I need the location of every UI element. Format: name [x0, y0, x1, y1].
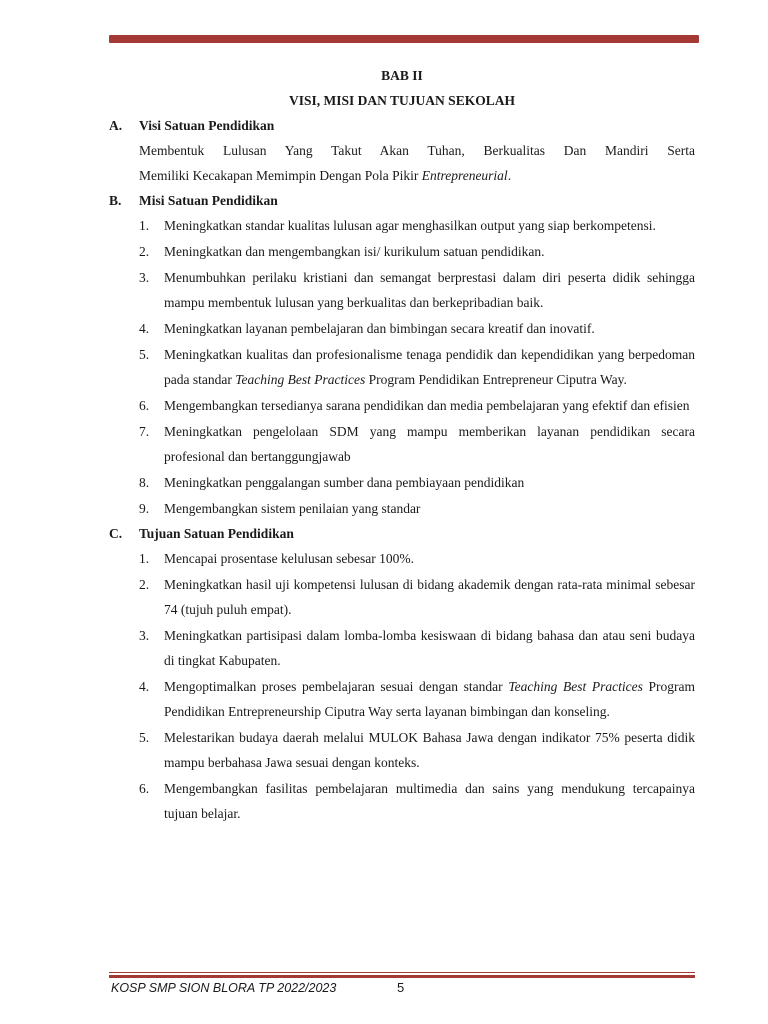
item-italic-term: Teaching Best Practices	[508, 679, 643, 694]
list-item	[109, 572, 695, 622]
item-number: 2.	[139, 244, 150, 259]
goals-list	[109, 546, 695, 826]
item-text: Melestarikan budaya daerah melalui MULOK Bahasa Jawa dengan indikator 75% peserta didik mampu berbahasa Jawa sesuai dengan konteks.	[164, 730, 695, 770]
section-letter: B.	[109, 193, 122, 208]
item-text	[164, 342, 695, 392]
list-item	[109, 265, 695, 315]
list-item	[109, 316, 695, 341]
item-text: Mencapai prosentase kelulusan sebesar 100%.	[164, 551, 415, 566]
list-item	[109, 419, 695, 469]
chapter-number: BAB II	[381, 68, 423, 83]
item-text: Mengembangkan sistem penilaian yang standar	[164, 501, 421, 516]
item-text: Menumbuhkan perilaku kristiani dan semangat berprestasi dalam diri peserta didik sehingga mampu membentuk lulusan yang berkualitas dan berkepribadian baik.	[164, 270, 695, 310]
vision-italic-term: Entrepreneurial	[421, 168, 508, 183]
item-text: Meningkatkan dan mengembangkan isi/ kurikulum satuan pendidikan.	[164, 244, 545, 259]
page-number: 5	[397, 980, 405, 995]
item-text-part: Program Pendidikan Entrepreneur Ciputra Way.	[365, 372, 627, 387]
vision-end: .	[507, 168, 512, 183]
footer-rule-thick	[109, 975, 695, 978]
section-heading-goals	[109, 521, 695, 546]
item-number: 1.	[139, 218, 150, 233]
item-number: 5.	[139, 347, 150, 362]
item-number: 7.	[139, 424, 150, 439]
item-number: 2.	[139, 577, 150, 592]
list-item	[109, 393, 695, 418]
footer-rule-thin	[109, 972, 695, 973]
item-number: 3.	[139, 628, 150, 643]
item-text: Mengembangkan fasilitas pembelajaran multimedia dan sains yang mendukung tercapainya tujuan belajar.	[164, 781, 695, 821]
vision-line-1: Membentuk Lulusan Yang Takut Akan Tuhan, Berkualitas Dan Mandiri Serta	[139, 143, 695, 158]
section-letter: A.	[109, 118, 123, 133]
list-item	[109, 725, 695, 775]
section-heading-mission	[109, 188, 695, 213]
item-text: Meningkatkan partisipasi dalam lomba-lomba kesiswaan di bidang bahasa dan atau seni budaya di tingkat Kabupaten.	[164, 628, 695, 668]
list-item	[109, 470, 695, 495]
document-body	[109, 63, 695, 826]
list-item	[109, 674, 695, 724]
item-number: 6.	[139, 398, 150, 413]
list-item	[109, 623, 695, 673]
list-item	[109, 213, 695, 238]
item-italic-term: Teaching Best Practices	[235, 372, 366, 387]
vision-text	[139, 138, 695, 188]
item-number: 3.	[139, 270, 150, 285]
header-rule	[109, 35, 699, 43]
item-text: Meningkatkan penggalangan sumber dana pembiayaan pendidikan	[164, 475, 525, 490]
item-number: 1.	[139, 551, 150, 566]
item-number: 6.	[139, 781, 150, 796]
section-letter: C.	[109, 526, 123, 541]
item-text: Meningkatkan pengelolaan SDM yang mampu memberikan layanan pendidikan secara profesional dan bertanggungjawab	[164, 424, 695, 464]
item-number: 8.	[139, 475, 150, 490]
item-text: Meningkatkan hasil uji kompetensi lulusan di bidang akademik dengan rata-rata minimal sebesar 74 (tujuh puluh empat).	[164, 577, 695, 617]
section-heading-vision	[109, 113, 695, 138]
item-text: Mengembangkan tersedianya sarana pendidikan dan media pembelajaran yang efektif dan efisien	[164, 398, 690, 413]
item-number: 5.	[139, 730, 150, 745]
item-text-part: Program Pendidikan Entrepreneurship Ciputra Way serta layanan bimbingan dan konseling.	[164, 679, 695, 719]
item-number: 9.	[139, 501, 150, 516]
section-title: Misi Satuan Pendidikan	[139, 193, 278, 208]
vision-line-2: Memiliki Kecakapan Memimpin Dengan Pola Pikir	[139, 168, 422, 183]
item-text-part: Meningkatkan kualitas dan profesionalisme tenaga pendidik dan kependidikan yang berpedoman pada standar	[164, 347, 695, 387]
list-item	[109, 776, 695, 826]
item-text: Meningkatkan layanan pembelajaran dan bimbingan secara kreatif dan inovatif.	[164, 321, 595, 336]
item-text: Meningkatkan standar kualitas lulusan agar menghasilkan output yang siap berkompetensi.	[164, 218, 656, 233]
section-title: Visi Satuan Pendidikan	[139, 118, 275, 133]
mission-list	[109, 213, 695, 521]
list-item	[109, 496, 695, 521]
item-number: 4.	[139, 679, 150, 694]
list-item	[109, 546, 695, 571]
list-item	[109, 239, 695, 264]
item-text-part: Mengoptimalkan proses pembelajaran sesuai dengan standar	[164, 679, 509, 694]
list-item	[109, 342, 695, 392]
chapter-title: VISI, MISI DAN TUJUAN SEKOLAH	[289, 93, 515, 108]
item-number: 4.	[139, 321, 150, 336]
section-title: Tujuan Satuan Pendidikan	[139, 526, 294, 541]
item-text	[164, 674, 695, 724]
footer-document-title: KOSP SMP SION BLORA TP 2022/2023	[111, 981, 337, 995]
